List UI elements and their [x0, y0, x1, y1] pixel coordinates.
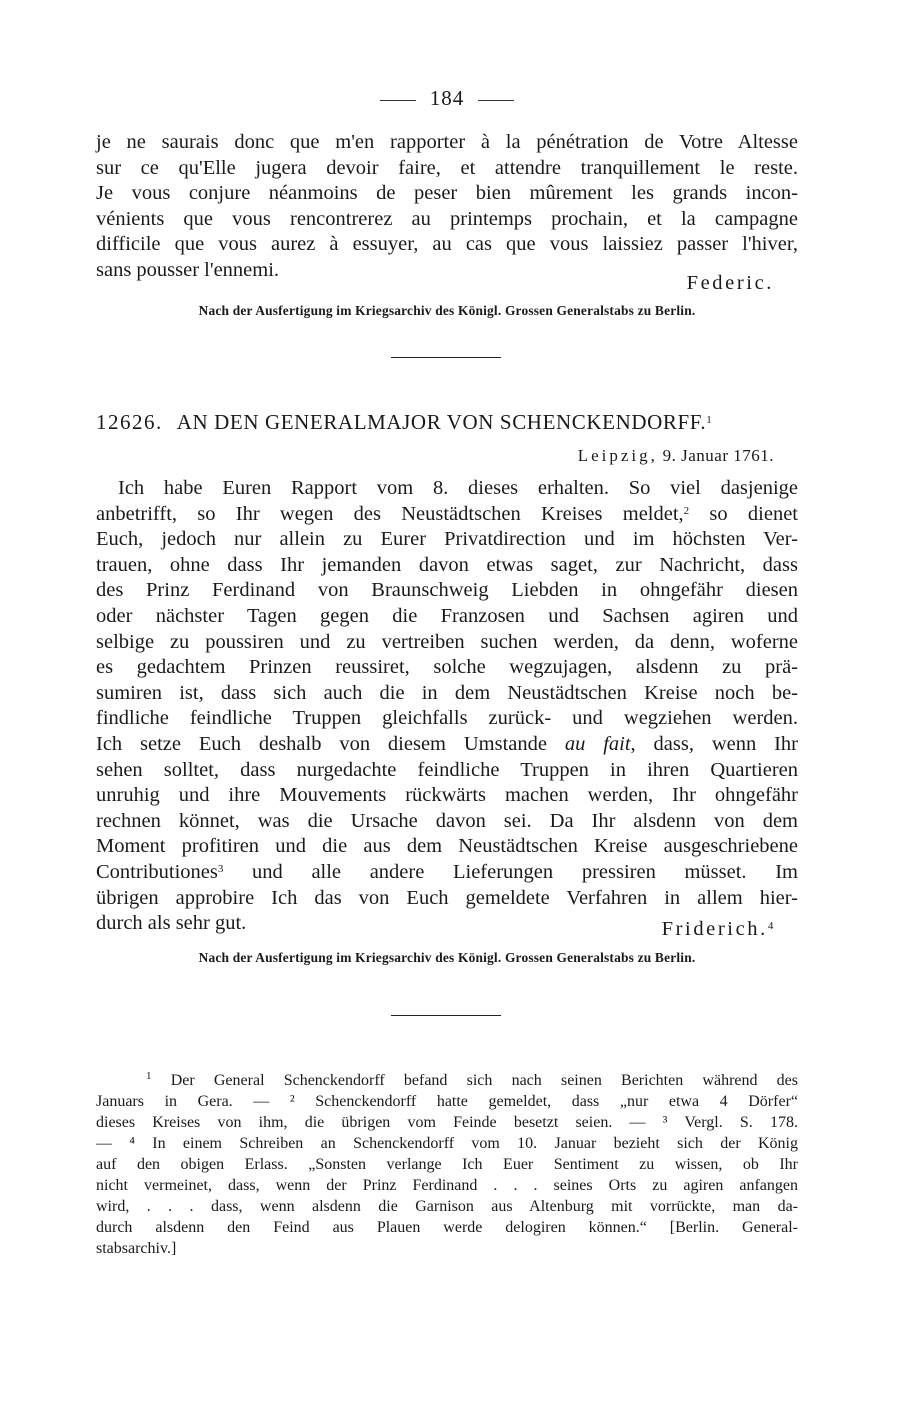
- footnote-line: auf den obigen Erlass. „Sonsten verlange Ich Euer Sentiment zu wissen, ob Ihr: [96, 1156, 798, 1173]
- letter-source: Nach der Ausfertigung im Kriegsarchiv des Königl. Grossen Generalstabs zu Berlin.: [198, 950, 696, 965]
- page-header: [96, 86, 798, 111]
- text-line: difficile que vous aurez à essuyer, au cas que vous laissiez passer l'hiver,: [96, 233, 798, 256]
- text-line: es gedachtem Prinzen reussiret, solche wegzujagen, alsdenn zu prä-: [96, 656, 798, 679]
- text-line: des Prinz Ferdinand von Braunschweig Liebden in ohngefähr diesen: [96, 579, 798, 602]
- footnote-line: — ⁴ In einem Schreiben an Schenckendorff vom 10. Januar bezieht sich der König: [96, 1135, 798, 1152]
- previous-letter-signature: Federic.: [686, 272, 774, 294]
- text-line: Moment profitiren und die aus dem Neustädtschen Kreise ausgeschriebene: [96, 835, 798, 858]
- page-number: 184: [429, 86, 465, 110]
- previous-letter-text: [96, 130, 798, 284]
- section-divider: [391, 1015, 501, 1016]
- letter-title: AN DEN GENERALMAJOR VON SCHENCKENDORFF.: [176, 410, 707, 434]
- footnote-line: $^1$ Der General Schenckendorff befand sich nach seinen Berichten während des: [146, 1070, 799, 1089]
- text-line: Ich habe Euren Rapport vom 8. dieses erhalten. So viel dasjenige: [118, 477, 798, 499]
- letter-place-date: [578, 446, 774, 466]
- document-page: [96, 0, 798, 1404]
- text-line: selbige zu poussiren und zu vertreiben suchen werden, da denn, woferne: [96, 630, 798, 653]
- footnote-ref: 2: [683, 504, 690, 517]
- letter-date: 9. Januar 1761.: [662, 446, 774, 465]
- letter-place: Leipzig,: [577, 446, 658, 465]
- text-line: rechnen könnet, was die Ursache davon sei. Da Ihr alsdenn von dem: [96, 809, 798, 832]
- text-line: anbetrifft, so Ihr wegen des Neustädtschen Kreises meldet,$^2$ so dienet: [96, 502, 798, 525]
- footnote-ref: 1: [706, 414, 713, 426]
- header-dash-left: [380, 100, 416, 101]
- text-line: sehen solltet, dass nurgedachte feindliche Truppen in ihren Quartieren: [96, 758, 798, 781]
- text-line: übrigen approbire Ich das von Euch gemeldete Verfahren in allem hier-: [96, 886, 798, 909]
- text-line: findliche feindliche Truppen gleichfalls zurück- und wegziehen werden.: [96, 707, 798, 730]
- text-line: trauen, ohne dass Ihr jemanden davon etwas saget, zur Nachricht, dass: [96, 553, 798, 576]
- text-line: Je vous conjure néanmoins de peser bien mûrement les grands incon-: [96, 182, 798, 205]
- header-dash-right: [478, 100, 514, 101]
- text-line: unruhig und ihre Mouvements rückwärts machen werden, Ihr ohngefähr: [96, 784, 798, 807]
- footnotes: [96, 1070, 798, 1259]
- letter-number: 12626.: [96, 410, 163, 434]
- section-divider: [391, 357, 501, 358]
- text-line: sur ce qu'Elle jugera devoir faire, et attendre tranquillement le reste.: [96, 156, 798, 179]
- footnote-line: durch alsdenn den Feind aus Plauen werde delogiren können.“ [Berlin. General-: [96, 1219, 798, 1236]
- letter-signature: Friderich.$^4$: [661, 918, 776, 940]
- footnote-ref: 4: [767, 920, 776, 932]
- previous-letter-source: Nach der Ausfertigung im Kriegsarchiv des Königl. Grossen Generalstabs zu Berlin.: [198, 303, 696, 318]
- footnote-line: nicht vermeinet, dass, wenn der Prinz Ferdinand . . . seines Orts zu agiren anfangen: [96, 1177, 798, 1194]
- text-line: Euch, jedoch nur allein zu Eurer Privatdirection und im höchsten Ver-: [96, 528, 798, 551]
- text-line: sumiren ist, dass sich auch die in dem Neustädtschen Kreise noch be-: [96, 681, 798, 704]
- letter-heading: [96, 410, 798, 435]
- footnote-ref: 3: [217, 862, 224, 875]
- text-line: vénients que vous rencontrerez au printemps prochain, et la campagne: [96, 207, 798, 230]
- footnote-line: wird, . . . dass, wenn alsdenn die Garnison aus Altenburg mit vorrückte, man da-: [96, 1198, 798, 1215]
- footnote-line: Januars in Gera. — ² Schenckendorff hatte gemeldet, dass „nur etwa 4 Dörfer“: [96, 1093, 798, 1110]
- text-line: durch als sehr gut.: [96, 912, 247, 935]
- text-line: oder nächster Tagen gegen die Franzosen und Sachsen agiren und: [96, 604, 798, 627]
- letter-body: [96, 476, 798, 937]
- footnote-line: stabsarchiv.]: [96, 1240, 177, 1257]
- text-line: Ich setze Euch deshalb von diesem Umstande au fait, dass, wenn Ihr: [96, 732, 798, 755]
- footnote-line: dieses Kreises von ihm, die übrigen vom Feinde besetzt seien. — ³ Vergl. S. 178.: [96, 1114, 798, 1131]
- text-line: sans pousser l'ennemi.: [96, 258, 280, 281]
- text-line: je ne saurais donc que m'en rapporter à la pénétration de Votre Altesse: [96, 131, 798, 153]
- text-line: Contributiones$^3$ und alle andere Lieferungen pressiren müsset. Im: [96, 860, 798, 883]
